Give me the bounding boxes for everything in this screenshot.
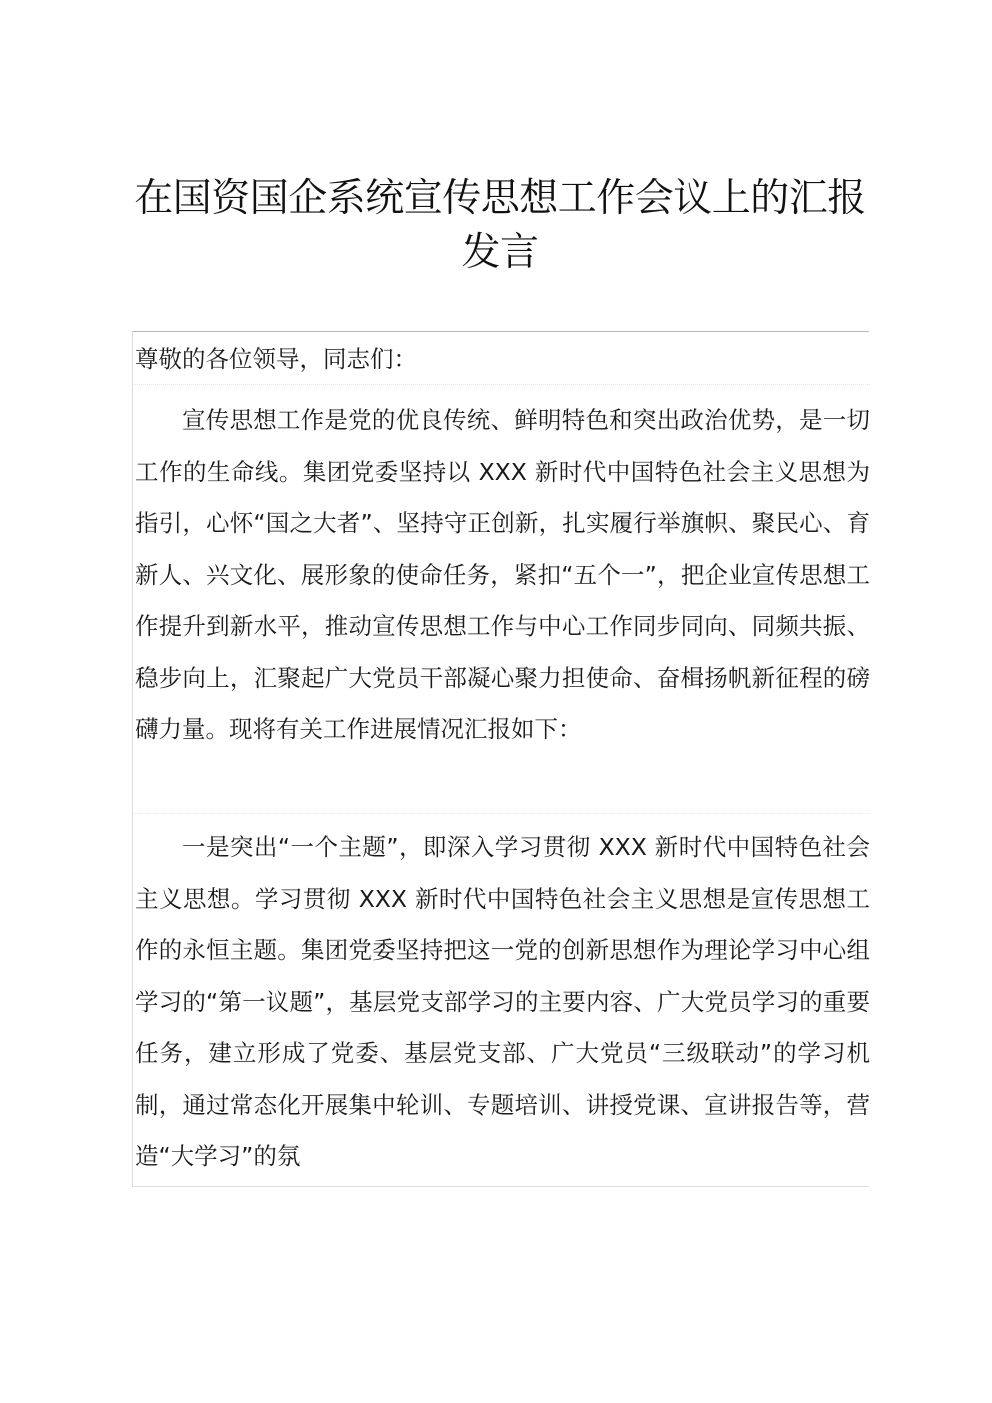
document-body xyxy=(132,331,869,1187)
salutation: 尊敬的各位领导，同志们： xyxy=(135,345,417,373)
document-title: 在国资国企系统宣传思想工作会议上的汇报发言 xyxy=(134,176,866,275)
divider xyxy=(133,384,870,385)
paragraph-point-one: 一是突出“一个主题”，即深入学习贯彻 XXX 新时代中国特色社会主义思想。学习贯彻 XXX 新时代中国特色社会主义思想是宣传思想工作的永恒主题。集团党委坚持把这一党的创新思想作为理论学习中心组学习的“第一议题”，基层党支部学习的主要内容、广大党员学习的重要任务，建立形成了党委、基层党支部、广大党员“三级联动”的学习机制，通过常态化开展集中轮训、专题培训、讲授党课、宣讲报告等，营造“大学习”的氛 xyxy=(135,833,870,1170)
divider xyxy=(133,813,870,814)
paragraph-intro: 宣传思想工作是党的优良传统、鲜明特色和突出政治优势，是一切工作的生命线。集团党委坚持以 XXX 新时代中国特色社会主义思想为指引，心怀“国之大者”、坚持守正创新，扎实履行举旗帜、聚民心、育新人、兴文化、展形象的使命任务，紧扣“五个一”，把企业宣传思想工作提升到新水平，推动宣传思想工作与中心工作同步同向、同频共振、稳步向上，汇聚起广大党员干部凝心聚力担使命、奋楫扬帆新征程的磅礴力量。现将有关工作进展情况汇报如下： xyxy=(135,406,870,743)
